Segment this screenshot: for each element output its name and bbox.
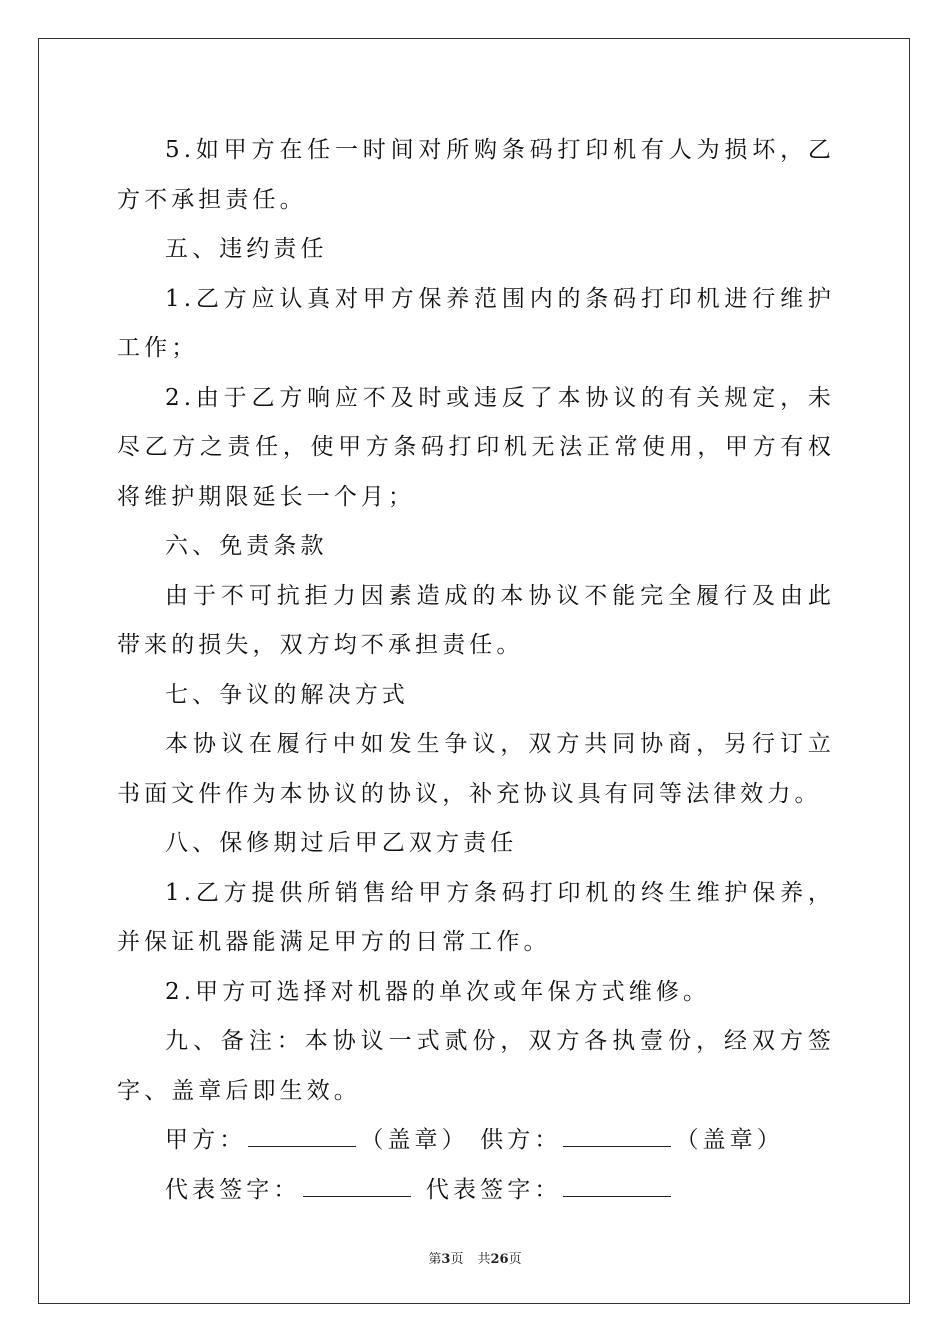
seal-b-label: （盖章） — [675, 1127, 784, 1153]
paragraph-extension-clause: 2.由于乙方响应不及时或违反了本协议的有关规定，未尽乙方之责任，使甲方条码打印机无法正常使用，甲方有权将维护期限延长一个月； — [117, 384, 835, 510]
footer-page-prefix: 第 — [428, 1252, 442, 1267]
footer-total-pages: 26 — [490, 1252, 509, 1267]
document-body — [117, 126, 835, 1215]
heading-post-warranty: 八、保修期过后甲乙双方责任 — [165, 830, 518, 856]
rep-a-label: 代表签字： — [165, 1176, 301, 1203]
party-a-blank[interactable] — [248, 1128, 356, 1147]
footer-page-suffix: 页 — [450, 1252, 464, 1267]
paragraph-maintenance-duty: 1.乙方应认真对甲方保养范围内的条码打印机进行维护工作； — [117, 285, 835, 361]
signature-row-representatives — [117, 1166, 835, 1216]
paragraph-lifetime-maintenance: 1.乙方提供所销售给甲方条码打印机的终生维护保养，并保证机器能满足甲方的日常工作。 — [117, 879, 835, 955]
paragraph-force-majeure: 由于不可抗拒力因素造成的本协议不能完全履行及由此带来的损失，双方均不承担责任。 — [117, 582, 835, 658]
paragraph-repair-option: 2.甲方可选择对机器的单次或年保方式维修。 — [165, 978, 711, 1005]
rep-a-blank[interactable] — [303, 1178, 411, 1197]
paragraph-dispute-clause: 本协议在履行中如发生争议，双方共同协商，另行订立书面文件作为本协议的协议，补充协议具有同等法律效力。 — [117, 731, 835, 807]
rep-b-blank[interactable] — [563, 1178, 671, 1197]
paragraph-damage-clause: 5.如甲方在任一时间对所购条码打印机有人为损坏，乙方不承担责任。 — [117, 137, 835, 213]
heading-dispute-resolution: 七、争议的解决方式 — [165, 681, 409, 708]
paragraph-remarks: 九、备注：本协议一式贰份，双方各执壹份，经双方签字、盖章后即生效。 — [117, 1028, 835, 1104]
heading-exemption: 六、免责条款 — [165, 533, 328, 559]
footer-total-suffix: 页 — [508, 1252, 522, 1267]
footer-total-prefix: 共 — [477, 1252, 491, 1267]
supplier-label: 供方： — [480, 1127, 562, 1153]
heading-breach-liability: 五、违约责任 — [165, 236, 328, 262]
supplier-blank[interactable] — [563, 1128, 671, 1147]
rep-b-label: 代表签字： — [425, 1176, 562, 1203]
footer-page-number: 3 — [441, 1252, 451, 1267]
seal-a-label: （盖章） — [360, 1127, 469, 1153]
page-footer — [0, 1248, 950, 1267]
party-a-label: 甲方： — [165, 1127, 247, 1153]
signature-row-parties — [117, 1116, 835, 1166]
